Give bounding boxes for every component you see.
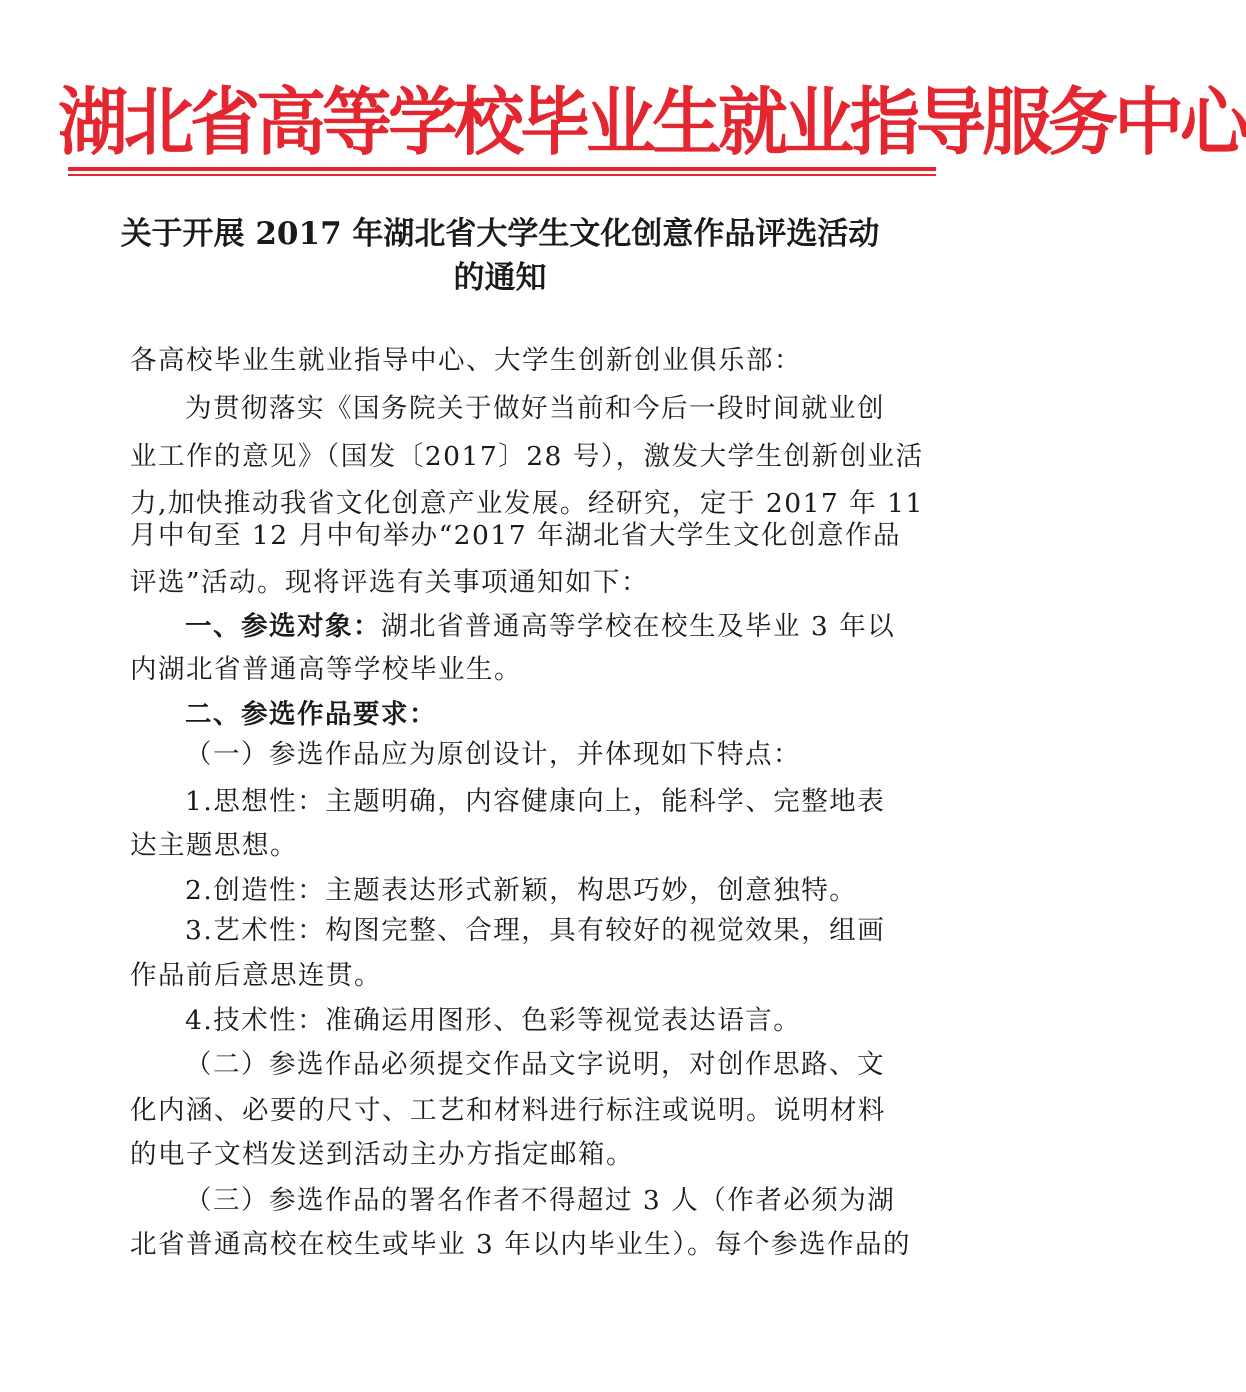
section-2-sub-2: （二）参选作品必须提交作品文字说明，对创作思路、文: [185, 1049, 885, 1080]
section-2-sub-1: （一）参选作品应为原创设计，并体现如下特点：: [185, 739, 801, 770]
document-title-line-1: 关于开展 2017 年湖北省大学生文化创意作品评选活动: [120, 216, 880, 252]
intro-line: 为贯彻落实《国务院关于做好当前和今后一段时间就业创: [185, 393, 885, 424]
section-2-sub-3: （三）参选作品的署名作者不得超过 3 人（作者必须为湖: [185, 1185, 896, 1216]
intro-line: 业工作的意见》（国发〔2017〕28 号），激发大学生创新创业活: [130, 441, 924, 472]
criteria-item-1-cont: 达主题思想。: [130, 830, 298, 861]
organization-name: 湖北省高等学校毕业生就业指导服务中心: [58, 79, 1246, 166]
document-title-line-2: 的通知: [453, 260, 547, 296]
section-2-sub-3-cont: 北省普通高校在校生或毕业 3 年以内毕业生）。每个参选作品的: [130, 1229, 911, 1260]
section-2-heading: 二、参选作品要求：: [185, 699, 437, 730]
section-1-text: 湖北省普通高等学校在校生及毕业 3 年以: [381, 611, 896, 642]
section-2-sub-2-cont: 的电子文档发送到活动主办方指定邮箱。: [130, 1139, 634, 1170]
section-1-text-cont: 内湖北省普通高等学校毕业生。: [130, 654, 522, 685]
intro-line: 力,加快推动我省文化创意产业发展。经研究，定于 2017 年 11: [130, 488, 924, 519]
criteria-item-2: 2.创造性：主题表达形式新颖，构思巧妙，创意独特。: [185, 875, 858, 906]
criteria-item-4: 4.技术性：准确运用图形、色彩等视觉表达语言。: [185, 1005, 802, 1036]
section-1: [185, 609, 896, 645]
intro-line: 月中旬至 12 月中旬举办“2017 年湖北省大学生文化创意作品: [130, 520, 901, 551]
letterhead-rule-thick: [68, 167, 936, 171]
criteria-item-1: 1.思想性：主题明确，内容健康向上，能科学、完整地表: [185, 786, 886, 817]
section-1-heading: 一、参选对象：: [185, 611, 381, 642]
salutation: 各高校毕业生就业指导中心、大学生创新创业俱乐部：: [130, 345, 802, 376]
section-2-sub-2-cont: 化内涵、必要的尺寸、工艺和材料进行标注或说明。说明材料: [130, 1095, 886, 1126]
intro-line: 评选”活动。现将评选有关事项通知如下：: [130, 567, 650, 598]
letterhead-rule-thin: [68, 174, 936, 176]
criteria-item-3-cont: 作品前后意思连贯。: [130, 960, 382, 991]
criteria-item-3: 3.艺术性：构图完整、合理，具有较好的视觉效果，组画: [185, 915, 886, 946]
